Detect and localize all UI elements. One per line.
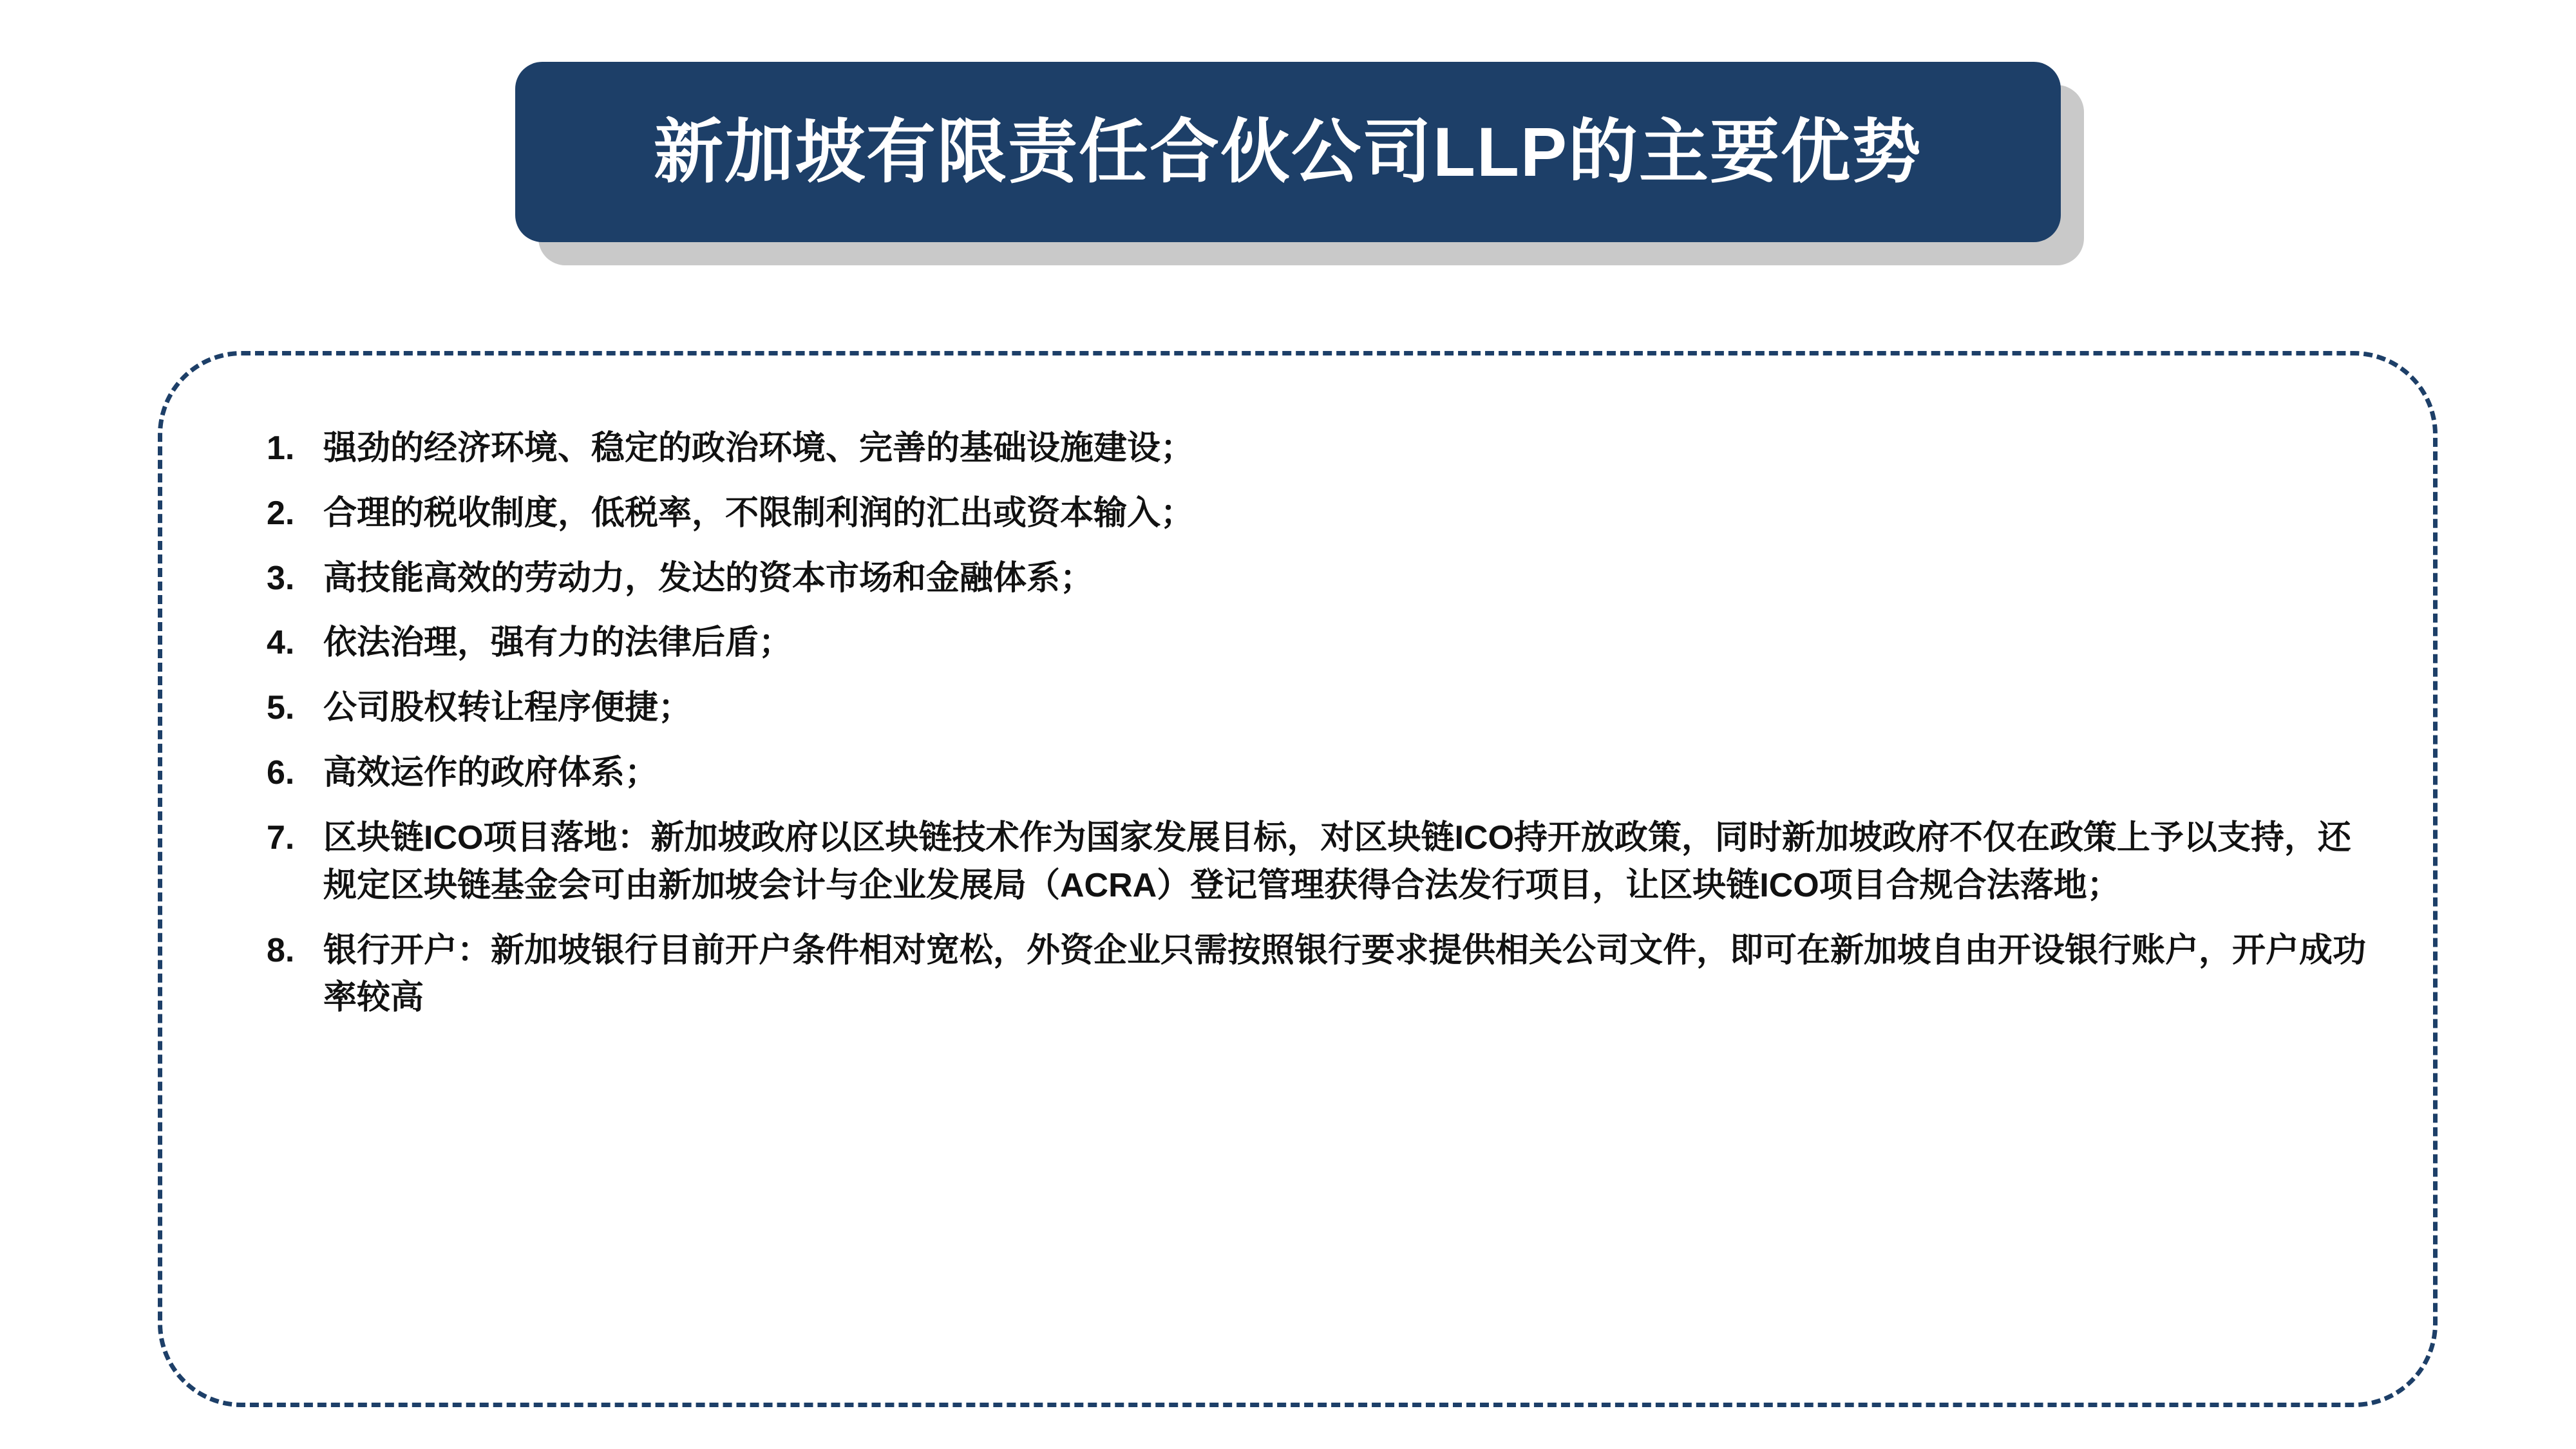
list-item — [259, 490, 2378, 538]
list-item-number: 4. — [267, 624, 295, 662]
advantages-list — [259, 425, 2378, 1039]
list-item-text: 公司股权转让程序便捷； — [323, 689, 692, 727]
list-item — [259, 425, 2378, 473]
list-item-text: 区块链ICO项目落地：新加坡政府以区块链技术作为国家发展目标，对区块链ICO持开放政策，同时新加坡政府不仅在政策上予以支持，还规定区块链基金会可由新加坡会计与企业发展局（ACRA）登记管理获得合法发行项目，让区块链ICO项目合规合法落地； — [323, 819, 2351, 904]
list-item — [259, 555, 2378, 603]
list-item-text: 高效运作的政府体系； — [323, 754, 659, 792]
list-item-number: 1. — [267, 430, 295, 467]
list-item-number: 7. — [267, 819, 295, 857]
list-item-text: 高技能高效的劳动力，发达的资本市场和金融体系； — [323, 559, 1094, 597]
list-item — [259, 620, 2378, 667]
list-item-text: 合理的税收制度，低税率，不限制利润的汇出或资本输入； — [323, 494, 1195, 532]
list-item-text: 银行开户：新加坡银行目前开户条件相对宽松，外资企业只需按照银行要求提供相关公司文件，即可在新加坡自由开设银行账户，开户成功率较高 — [323, 931, 2367, 1017]
title-box — [515, 62, 2061, 242]
list-item — [259, 927, 2378, 1023]
content-panel — [158, 351, 2438, 1407]
list-item-number: 8. — [267, 931, 295, 969]
list-item-number: 2. — [267, 494, 295, 532]
list-item — [259, 685, 2378, 732]
list-item-text: 强劲的经济环境、稳定的政治环境、完善的基础设施建设； — [323, 430, 1195, 467]
page-title: 新加坡有限责任合伙公司LLP的主要优势 — [654, 113, 1922, 191]
list-item-number: 3. — [267, 559, 295, 597]
list-item-number: 5. — [267, 689, 295, 727]
list-item — [259, 815, 2378, 910]
list-item — [259, 750, 2378, 797]
slide-title-banner — [515, 62, 2061, 255]
list-item-number: 6. — [267, 754, 295, 792]
list-item-text: 依法治理，强有力的法律后盾； — [323, 624, 793, 662]
